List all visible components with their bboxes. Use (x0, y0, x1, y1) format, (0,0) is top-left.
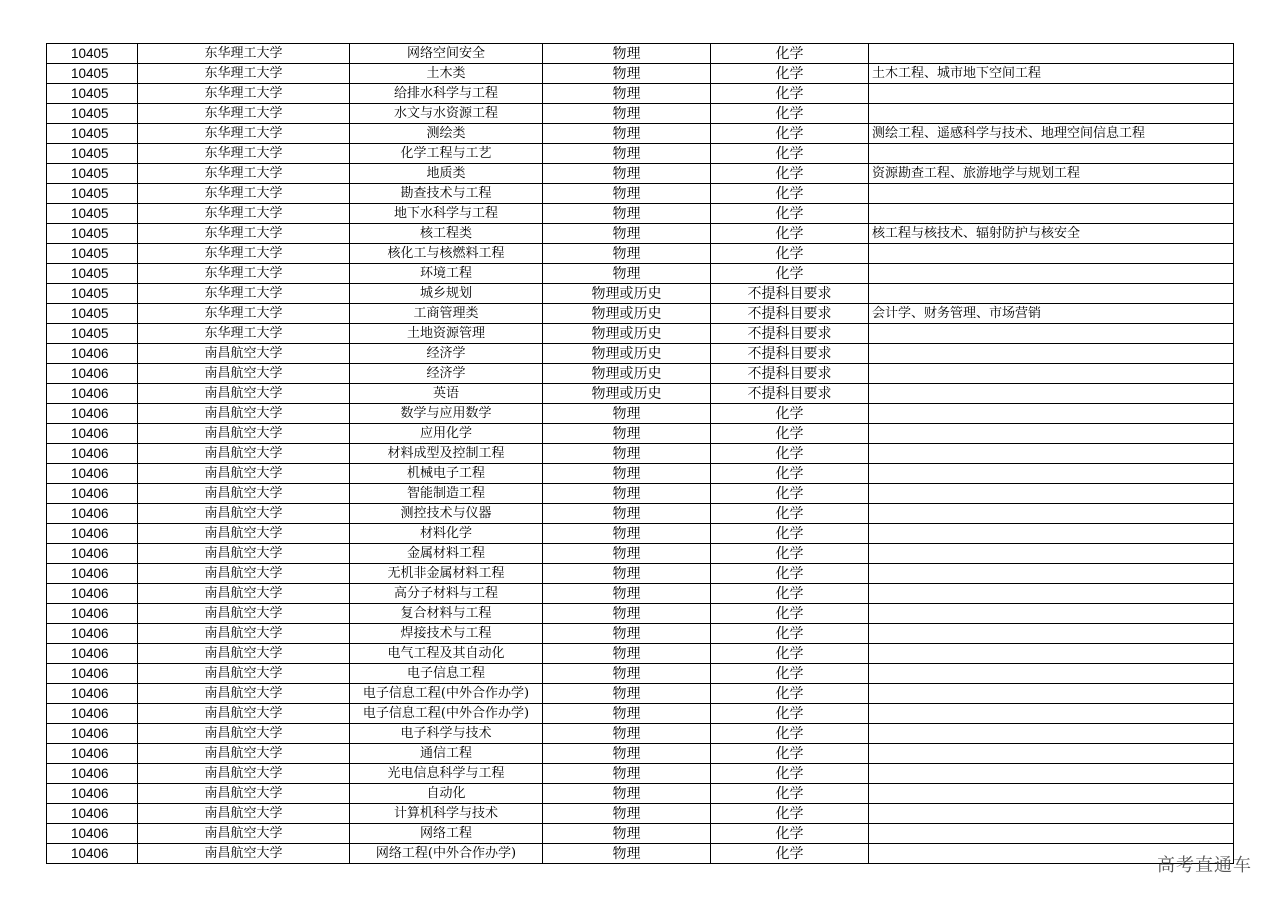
cell-major: 化学工程与工艺 (350, 144, 543, 164)
cell-second-subject: 化学 (711, 264, 869, 284)
requirements-table (46, 43, 1234, 864)
table-row (47, 324, 1234, 344)
table-row (47, 344, 1234, 364)
cell-school-name: 东华理工大学 (138, 284, 350, 304)
cell-major: 数学与应用数学 (350, 404, 543, 424)
cell-school-name: 南昌航空大学 (138, 844, 350, 864)
cell-first-subject: 物理 (543, 804, 711, 824)
cell-first-subject: 物理或历史 (543, 384, 711, 404)
cell-second-subject: 化学 (711, 64, 869, 84)
table-row (47, 84, 1234, 104)
cell-included-majors (869, 724, 1234, 744)
cell-first-subject: 物理或历史 (543, 284, 711, 304)
cell-included-majors (869, 824, 1234, 844)
cell-school-code: 10405 (47, 244, 138, 264)
table-row (47, 284, 1234, 304)
cell-second-subject: 化学 (711, 524, 869, 544)
cell-second-subject: 不提科目要求 (711, 324, 869, 344)
cell-school-code: 10406 (47, 424, 138, 444)
table-row (47, 744, 1234, 764)
cell-first-subject: 物理 (543, 524, 711, 544)
cell-included-majors (869, 784, 1234, 804)
cell-first-subject: 物理 (543, 104, 711, 124)
cell-school-name: 南昌航空大学 (138, 744, 350, 764)
cell-major: 电子信息工程(中外合作办学) (350, 684, 543, 704)
cell-school-name: 南昌航空大学 (138, 524, 350, 544)
cell-second-subject: 化学 (711, 584, 869, 604)
table-row (47, 104, 1234, 124)
cell-major: 网络工程 (350, 824, 543, 844)
cell-school-name: 南昌航空大学 (138, 424, 350, 444)
cell-first-subject: 物理 (543, 544, 711, 564)
cell-first-subject: 物理 (543, 584, 711, 604)
cell-included-majors (869, 744, 1234, 764)
cell-school-code: 10406 (47, 724, 138, 744)
cell-major: 英语 (350, 384, 543, 404)
cell-school-code: 10405 (47, 124, 138, 144)
cell-school-name: 东华理工大学 (138, 124, 350, 144)
table-row (47, 524, 1234, 544)
table-row (47, 644, 1234, 664)
cell-included-majors (869, 284, 1234, 304)
table-row (47, 824, 1234, 844)
cell-first-subject: 物理 (543, 844, 711, 864)
cell-included-majors (869, 564, 1234, 584)
cell-major: 计算机科学与技术 (350, 804, 543, 824)
table-row (47, 404, 1234, 424)
cell-first-subject: 物理 (543, 824, 711, 844)
cell-school-name: 东华理工大学 (138, 184, 350, 204)
cell-second-subject: 不提科目要求 (711, 304, 869, 324)
cell-major: 经济学 (350, 364, 543, 384)
cell-school-name: 南昌航空大学 (138, 824, 350, 844)
cell-first-subject: 物理 (543, 124, 711, 144)
cell-major: 复合材料与工程 (350, 604, 543, 624)
cell-first-subject: 物理 (543, 264, 711, 284)
cell-included-majors (869, 44, 1234, 64)
cell-second-subject: 化学 (711, 144, 869, 164)
cell-second-subject: 化学 (711, 84, 869, 104)
cell-second-subject: 化学 (711, 484, 869, 504)
cell-major: 城乡规划 (350, 284, 543, 304)
table-row (47, 704, 1234, 724)
cell-first-subject: 物理 (543, 444, 711, 464)
cell-second-subject: 化学 (711, 224, 869, 244)
cell-first-subject: 物理 (543, 244, 711, 264)
cell-school-name: 东华理工大学 (138, 324, 350, 344)
cell-second-subject: 化学 (711, 664, 869, 684)
cell-second-subject: 化学 (711, 844, 869, 864)
cell-major: 测绘类 (350, 124, 543, 144)
cell-included-majors (869, 104, 1234, 124)
cell-included-majors (869, 364, 1234, 384)
cell-school-name: 南昌航空大学 (138, 384, 350, 404)
cell-second-subject: 化学 (711, 504, 869, 524)
cell-second-subject: 化学 (711, 804, 869, 824)
table-row (47, 784, 1234, 804)
cell-school-code: 10406 (47, 744, 138, 764)
cell-school-code: 10406 (47, 644, 138, 664)
cell-included-majors (869, 764, 1234, 784)
cell-second-subject: 不提科目要求 (711, 344, 869, 364)
table-row (47, 804, 1234, 824)
cell-first-subject: 物理 (543, 764, 711, 784)
cell-major: 核工程类 (350, 224, 543, 244)
table-row (47, 264, 1234, 284)
table-row (47, 464, 1234, 484)
cell-included-majors (869, 664, 1234, 684)
cell-school-name: 南昌航空大学 (138, 484, 350, 504)
cell-major: 金属材料工程 (350, 544, 543, 564)
table-row (47, 624, 1234, 644)
cell-major: 测控技术与仪器 (350, 504, 543, 524)
cell-included-majors (869, 484, 1234, 504)
cell-school-code: 10406 (47, 504, 138, 524)
cell-school-name: 东华理工大学 (138, 244, 350, 264)
cell-school-name: 南昌航空大学 (138, 804, 350, 824)
cell-school-name: 南昌航空大学 (138, 544, 350, 564)
cell-major: 电气工程及其自动化 (350, 644, 543, 664)
cell-major: 土木类 (350, 64, 543, 84)
cell-school-code: 10406 (47, 464, 138, 484)
cell-first-subject: 物理 (543, 504, 711, 524)
table-row (47, 504, 1234, 524)
cell-second-subject: 不提科目要求 (711, 384, 869, 404)
cell-first-subject: 物理 (543, 624, 711, 644)
table-row (47, 364, 1234, 384)
cell-second-subject: 化学 (711, 464, 869, 484)
cell-major: 焊接技术与工程 (350, 624, 543, 644)
cell-second-subject: 化学 (711, 724, 869, 744)
table-row (47, 764, 1234, 784)
cell-school-name: 南昌航空大学 (138, 684, 350, 704)
cell-school-code: 10405 (47, 164, 138, 184)
cell-school-code: 10406 (47, 584, 138, 604)
cell-first-subject: 物理 (543, 604, 711, 624)
cell-school-code: 10406 (47, 664, 138, 684)
cell-school-code: 10405 (47, 104, 138, 124)
cell-first-subject: 物理 (543, 744, 711, 764)
cell-second-subject: 化学 (711, 624, 869, 644)
cell-school-name: 南昌航空大学 (138, 764, 350, 784)
cell-first-subject: 物理或历史 (543, 324, 711, 344)
cell-school-code: 10406 (47, 344, 138, 364)
cell-major: 电子科学与技术 (350, 724, 543, 744)
cell-school-code: 10405 (47, 204, 138, 224)
cell-major: 光电信息科学与工程 (350, 764, 543, 784)
cell-second-subject: 不提科目要求 (711, 284, 869, 304)
cell-school-code: 10405 (47, 224, 138, 244)
table-row (47, 604, 1234, 624)
cell-first-subject: 物理 (543, 564, 711, 584)
cell-major: 网络空间安全 (350, 44, 543, 64)
cell-second-subject: 化学 (711, 704, 869, 724)
cell-school-code: 10405 (47, 184, 138, 204)
cell-school-name: 南昌航空大学 (138, 364, 350, 384)
table-row (47, 224, 1234, 244)
cell-first-subject: 物理 (543, 64, 711, 84)
cell-second-subject: 化学 (711, 244, 869, 264)
cell-major: 核化工与核燃料工程 (350, 244, 543, 264)
cell-first-subject: 物理 (543, 164, 711, 184)
cell-first-subject: 物理 (543, 684, 711, 704)
cell-included-majors (869, 624, 1234, 644)
cell-first-subject: 物理或历史 (543, 364, 711, 384)
cell-first-subject: 物理 (543, 484, 711, 504)
cell-included-majors (869, 604, 1234, 624)
cell-school-code: 10406 (47, 544, 138, 564)
cell-included-majors: 核工程与核技术、辐射防护与核安全 (869, 224, 1234, 244)
cell-major: 网络工程(中外合作办学) (350, 844, 543, 864)
cell-school-code: 10406 (47, 704, 138, 724)
table-row (47, 444, 1234, 464)
cell-school-name: 南昌航空大学 (138, 404, 350, 424)
cell-school-name: 南昌航空大学 (138, 584, 350, 604)
cell-second-subject: 化学 (711, 784, 869, 804)
cell-second-subject: 化学 (711, 44, 869, 64)
cell-major: 勘查技术与工程 (350, 184, 543, 204)
cell-school-code: 10406 (47, 824, 138, 844)
cell-major: 通信工程 (350, 744, 543, 764)
cell-school-code: 10405 (47, 64, 138, 84)
cell-included-majors (869, 644, 1234, 664)
table-row (47, 204, 1234, 224)
cell-school-code: 10406 (47, 484, 138, 504)
cell-included-majors (869, 544, 1234, 564)
cell-school-name: 南昌航空大学 (138, 564, 350, 584)
cell-first-subject: 物理 (543, 84, 711, 104)
cell-major: 智能制造工程 (350, 484, 543, 504)
cell-included-majors (869, 84, 1234, 104)
cell-first-subject: 物理 (543, 184, 711, 204)
cell-school-name: 南昌航空大学 (138, 504, 350, 524)
table-row (47, 244, 1234, 264)
cell-included-majors (869, 464, 1234, 484)
cell-included-majors (869, 184, 1234, 204)
cell-school-name: 南昌航空大学 (138, 444, 350, 464)
cell-first-subject: 物理 (543, 724, 711, 744)
cell-school-name: 东华理工大学 (138, 164, 350, 184)
cell-school-name: 南昌航空大学 (138, 704, 350, 724)
table-row (47, 184, 1234, 204)
table-row (47, 384, 1234, 404)
cell-major: 给排水科学与工程 (350, 84, 543, 104)
table-row (47, 684, 1234, 704)
cell-school-code: 10406 (47, 524, 138, 544)
cell-school-name: 南昌航空大学 (138, 784, 350, 804)
cell-second-subject: 化学 (711, 644, 869, 664)
cell-second-subject: 化学 (711, 564, 869, 584)
cell-school-name: 东华理工大学 (138, 204, 350, 224)
cell-first-subject: 物理 (543, 784, 711, 804)
table-row (47, 484, 1234, 504)
cell-school-name: 东华理工大学 (138, 224, 350, 244)
cell-included-majors (869, 424, 1234, 444)
cell-school-code: 10406 (47, 604, 138, 624)
cell-school-code: 10406 (47, 784, 138, 804)
table-row (47, 544, 1234, 564)
cell-major: 机械电子工程 (350, 464, 543, 484)
cell-school-code: 10406 (47, 624, 138, 644)
cell-major: 工商管理类 (350, 304, 543, 324)
cell-school-code: 10406 (47, 564, 138, 584)
cell-first-subject: 物理 (543, 44, 711, 64)
table-row (47, 144, 1234, 164)
cell-school-code: 10405 (47, 44, 138, 64)
cell-first-subject: 物理或历史 (543, 304, 711, 324)
cell-second-subject: 化学 (711, 184, 869, 204)
cell-major: 经济学 (350, 344, 543, 364)
cell-school-name: 东华理工大学 (138, 144, 350, 164)
cell-first-subject: 物理 (543, 644, 711, 664)
cell-major: 环境工程 (350, 264, 543, 284)
table-row (47, 664, 1234, 684)
cell-included-majors: 土木工程、城市地下空间工程 (869, 64, 1234, 84)
cell-school-name: 东华理工大学 (138, 44, 350, 64)
cell-school-code: 10406 (47, 764, 138, 784)
table-row (47, 564, 1234, 584)
cell-second-subject: 化学 (711, 744, 869, 764)
table-row (47, 304, 1234, 324)
cell-included-majors (869, 524, 1234, 544)
cell-school-name: 东华理工大学 (138, 304, 350, 324)
cell-included-majors (869, 324, 1234, 344)
table-row (47, 584, 1234, 604)
cell-included-majors (869, 684, 1234, 704)
cell-included-majors (869, 204, 1234, 224)
cell-school-code: 10406 (47, 384, 138, 404)
cell-school-code: 10406 (47, 444, 138, 464)
cell-included-majors (869, 344, 1234, 364)
table-row (47, 424, 1234, 444)
cell-included-majors: 资源勘查工程、旅游地学与规划工程 (869, 164, 1234, 184)
cell-second-subject: 化学 (711, 824, 869, 844)
table-body (47, 44, 1234, 864)
cell-major: 水文与水资源工程 (350, 104, 543, 124)
cell-second-subject: 化学 (711, 204, 869, 224)
cell-first-subject: 物理或历史 (543, 344, 711, 364)
cell-first-subject: 物理 (543, 664, 711, 684)
cell-school-code: 10406 (47, 804, 138, 824)
cell-included-majors (869, 804, 1234, 824)
cell-first-subject: 物理 (543, 424, 711, 444)
cell-second-subject: 化学 (711, 444, 869, 464)
cell-school-name: 东华理工大学 (138, 64, 350, 84)
cell-school-name: 南昌航空大学 (138, 604, 350, 624)
cell-included-majors: 测绘工程、遥感科学与技术、地理空间信息工程 (869, 124, 1234, 144)
cell-school-code: 10405 (47, 144, 138, 164)
cell-second-subject: 化学 (711, 764, 869, 784)
cell-first-subject: 物理 (543, 404, 711, 424)
cell-major: 地质类 (350, 164, 543, 184)
cell-included-majors (869, 244, 1234, 264)
cell-included-majors: 会计学、财务管理、市场营销 (869, 304, 1234, 324)
cell-first-subject: 物理 (543, 204, 711, 224)
cell-major: 材料成型及控制工程 (350, 444, 543, 464)
cell-included-majors (869, 504, 1234, 524)
cell-major: 应用化学 (350, 424, 543, 444)
table-row (47, 64, 1234, 84)
cell-included-majors (869, 444, 1234, 464)
cell-school-name: 东华理工大学 (138, 104, 350, 124)
cell-school-name: 东华理工大学 (138, 264, 350, 284)
cell-first-subject: 物理 (543, 144, 711, 164)
table-row (47, 44, 1234, 64)
cell-school-code: 10405 (47, 324, 138, 344)
cell-school-name: 东华理工大学 (138, 84, 350, 104)
cell-included-majors (869, 384, 1234, 404)
cell-school-code: 10406 (47, 844, 138, 864)
cell-school-name: 南昌航空大学 (138, 624, 350, 644)
cell-first-subject: 物理 (543, 464, 711, 484)
cell-school-code: 10405 (47, 264, 138, 284)
cell-second-subject: 化学 (711, 604, 869, 624)
table-row (47, 844, 1234, 864)
cell-school-code: 10406 (47, 684, 138, 704)
cell-school-name: 南昌航空大学 (138, 664, 350, 684)
cell-major: 地下水科学与工程 (350, 204, 543, 224)
cell-included-majors (869, 264, 1234, 284)
cell-included-majors (869, 584, 1234, 604)
cell-major: 材料化学 (350, 524, 543, 544)
cell-first-subject: 物理 (543, 224, 711, 244)
cell-major: 高分子材料与工程 (350, 584, 543, 604)
cell-school-code: 10405 (47, 284, 138, 304)
cell-major: 无机非金属材料工程 (350, 564, 543, 584)
cell-school-name: 南昌航空大学 (138, 724, 350, 744)
cell-included-majors (869, 704, 1234, 724)
cell-school-code: 10405 (47, 304, 138, 324)
cell-first-subject: 物理 (543, 704, 711, 724)
cell-second-subject: 化学 (711, 104, 869, 124)
cell-second-subject: 化学 (711, 544, 869, 564)
watermark: 高考直通车 (1157, 855, 1252, 876)
cell-major: 自动化 (350, 784, 543, 804)
cell-school-name: 南昌航空大学 (138, 464, 350, 484)
cell-included-majors (869, 404, 1234, 424)
cell-major: 电子信息工程 (350, 664, 543, 684)
cell-included-majors (869, 144, 1234, 164)
cell-second-subject: 化学 (711, 164, 869, 184)
table-row (47, 164, 1234, 184)
cell-second-subject: 不提科目要求 (711, 364, 869, 384)
cell-second-subject: 化学 (711, 684, 869, 704)
cell-school-name: 南昌航空大学 (138, 344, 350, 364)
cell-major: 土地资源管理 (350, 324, 543, 344)
table-row (47, 124, 1234, 144)
cell-second-subject: 化学 (711, 404, 869, 424)
cell-major: 电子信息工程(中外合作办学) (350, 704, 543, 724)
cell-school-name: 南昌航空大学 (138, 644, 350, 664)
table-row (47, 724, 1234, 744)
cell-second-subject: 化学 (711, 124, 869, 144)
cell-school-code: 10405 (47, 84, 138, 104)
cell-school-code: 10406 (47, 404, 138, 424)
cell-school-code: 10406 (47, 364, 138, 384)
cell-second-subject: 化学 (711, 424, 869, 444)
